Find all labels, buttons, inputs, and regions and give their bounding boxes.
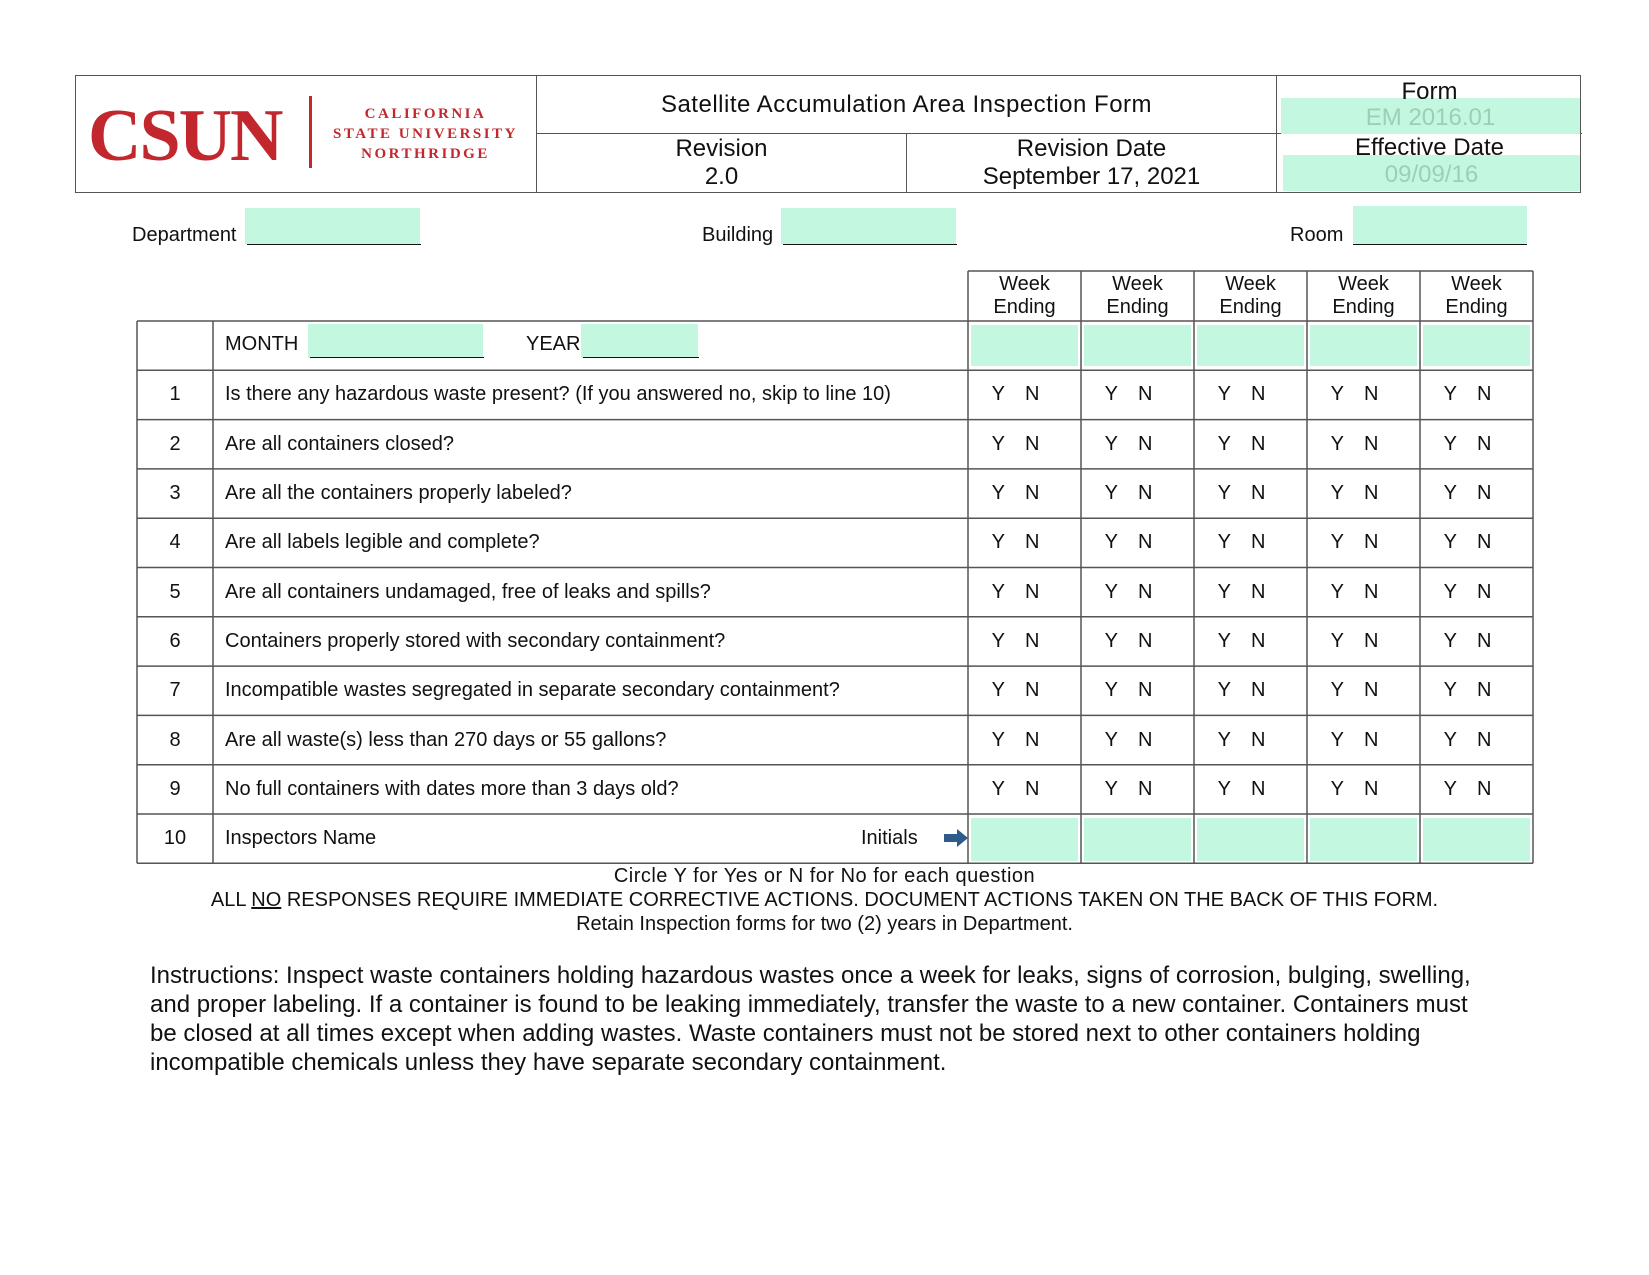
initials-field[interactable]: [971, 818, 1078, 861]
yes-no-answer[interactable]: [1081, 518, 1176, 567]
yes-option[interactable]: Y: [991, 728, 1005, 751]
no-option[interactable]: N: [1476, 432, 1492, 455]
yes-no-answer[interactable]: [1081, 370, 1176, 419]
logo-divider: [309, 96, 312, 168]
room-field[interactable]: [1353, 206, 1527, 244]
department-field[interactable]: [245, 208, 420, 244]
no-option[interactable]: N: [1137, 629, 1153, 652]
yes-option[interactable]: Y: [1443, 580, 1457, 603]
revision-date-value: September 17, 2021: [982, 163, 1201, 190]
no-word: NO: [251, 889, 282, 911]
ending-label: Ending: [1332, 296, 1395, 318]
initials-field[interactable]: [1197, 818, 1304, 861]
no-option[interactable]: N: [1137, 531, 1153, 554]
yes-option[interactable]: Y: [1217, 728, 1231, 751]
yes-no-answer[interactable]: [1081, 469, 1176, 518]
yes-option[interactable]: Y: [1104, 531, 1118, 554]
week-ending-date-field[interactable]: [1423, 325, 1530, 366]
no-option[interactable]: N: [1137, 679, 1153, 702]
month-label: MONTH: [225, 333, 299, 355]
question-text: Incompatible wastes segregated in separate secondary containment?: [225, 679, 840, 702]
yes-no-answer[interactable]: [968, 765, 1063, 814]
week-ending-header: [1420, 271, 1533, 321]
question-number: 6: [169, 629, 181, 652]
yes-option[interactable]: Y: [1217, 580, 1231, 603]
week-ending-header: [1194, 271, 1307, 321]
no-option[interactable]: N: [1137, 777, 1153, 800]
yes-option[interactable]: Y: [1443, 383, 1457, 406]
no-option[interactable]: N: [1250, 432, 1266, 455]
yes-option[interactable]: Y: [1104, 580, 1118, 603]
yes-option[interactable]: Y: [1104, 432, 1118, 455]
yes-no-answer[interactable]: [1420, 715, 1515, 764]
year-label: YEAR: [526, 333, 581, 355]
yes-option[interactable]: Y: [991, 629, 1005, 652]
ending-label: Ending: [1445, 296, 1508, 318]
no-option[interactable]: N: [1363, 580, 1379, 603]
responses-text: RESPONSES REQUIRE IMMEDIATE CORRECTIVE ACTIONS. DOCUMENT ACTIONS TAKEN ON THE BACK OF THIS FORM.: [286, 889, 1439, 911]
yes-no-answer[interactable]: [1081, 715, 1176, 764]
question-text: Are all waste(s) less than 270 days or 55 gallons?: [225, 728, 667, 751]
revision-label: Revision: [675, 135, 768, 162]
logo-line-1: CALIFORNIA: [364, 106, 487, 122]
no-option[interactable]: N: [1137, 383, 1153, 406]
week-label: Week: [999, 273, 1050, 295]
year-field[interactable]: [581, 324, 698, 358]
yes-option[interactable]: Y: [1104, 679, 1118, 702]
yes-option[interactable]: Y: [991, 679, 1005, 702]
yes-no-answer[interactable]: [1420, 568, 1515, 617]
question-number: 9: [169, 777, 181, 800]
form-title: Satellite Accumulation Area Inspection Form: [537, 76, 1277, 134]
yes-option[interactable]: Y: [991, 482, 1005, 505]
yes-option[interactable]: Y: [1443, 728, 1457, 751]
yes-no-answer[interactable]: [1081, 420, 1176, 469]
yes-option[interactable]: Y: [1443, 679, 1457, 702]
yes-no-answer[interactable]: [1194, 370, 1289, 419]
yes-no-answer[interactable]: [1307, 666, 1402, 715]
yes-no-answer[interactable]: [1194, 568, 1289, 617]
yes-option[interactable]: Y: [1330, 432, 1344, 455]
yes-no-answer[interactable]: [1081, 568, 1176, 617]
no-option[interactable]: N: [1137, 728, 1153, 751]
ending-label: Ending: [1106, 296, 1169, 318]
building-field[interactable]: [781, 208, 956, 244]
year-underline: [583, 357, 699, 358]
yes-no-answer[interactable]: [968, 518, 1063, 567]
question-number: 4: [169, 531, 181, 554]
initials-field[interactable]: [1310, 818, 1417, 861]
no-option[interactable]: N: [1363, 531, 1379, 554]
instructions-paragraph: Instructions: Inspect waste containers holding hazardous wastes once a week for leaks, signs of corrosion, bulging, swelling, and proper labeling. If a container is found to be leaking immediately, transfer the waste to a new container. Containers must be closed at all times except when adding wastes. Waste containers must not be stored next to other containers holding incompatible chemicals unless they have separate secondary containment.: [150, 962, 1471, 1076]
yes-option[interactable]: Y: [1443, 482, 1457, 505]
building-label: Building: [702, 224, 774, 246]
yes-no-answer[interactable]: [1194, 765, 1289, 814]
yes-option[interactable]: Y: [1217, 629, 1231, 652]
week-ending-date-field[interactable]: [971, 325, 1078, 366]
room-underline: [1353, 244, 1527, 245]
week-label: Week: [1112, 273, 1163, 295]
yes-no-answer[interactable]: [968, 617, 1063, 666]
yes-no-answer[interactable]: [1420, 370, 1515, 419]
question-number: 8: [169, 728, 181, 751]
form-header: [75, 75, 1581, 193]
yes-no-answer[interactable]: [1307, 469, 1402, 518]
no-option[interactable]: N: [1476, 383, 1492, 406]
no-option[interactable]: N: [1024, 482, 1040, 505]
week-ending-header: [968, 271, 1081, 321]
yes-option[interactable]: Y: [1330, 383, 1344, 406]
question-text: Are all labels legible and complete?: [225, 531, 540, 554]
yes-no-answer[interactable]: [1420, 518, 1515, 567]
yes-no-answer[interactable]: [1194, 420, 1289, 469]
no-option[interactable]: N: [1476, 728, 1492, 751]
no-option[interactable]: N: [1476, 531, 1492, 554]
yes-no-answer[interactable]: [1420, 617, 1515, 666]
yes-no-answer[interactable]: [1420, 765, 1515, 814]
yes-option[interactable]: Y: [1217, 432, 1231, 455]
effective-date-value: 09/09/16: [1384, 161, 1479, 188]
question-number: 5: [169, 580, 181, 603]
no-option[interactable]: N: [1024, 580, 1040, 603]
logo-line-2: STATE UNIVERSITY: [333, 126, 518, 142]
revision-date-cell: [907, 134, 1277, 192]
logo-university-name: [318, 104, 533, 164]
yes-option[interactable]: Y: [991, 432, 1005, 455]
no-option[interactable]: N: [1250, 679, 1266, 702]
no-option[interactable]: N: [1476, 679, 1492, 702]
no-option[interactable]: N: [1024, 629, 1040, 652]
yes-no-answer[interactable]: [1307, 518, 1402, 567]
yes-option[interactable]: Y: [991, 531, 1005, 554]
yes-no-answer[interactable]: [1194, 715, 1289, 764]
week-ending-header: [1081, 271, 1194, 321]
no-option[interactable]: N: [1250, 777, 1266, 800]
yes-option[interactable]: Y: [1104, 728, 1118, 751]
no-option[interactable]: N: [1476, 580, 1492, 603]
yes-option[interactable]: Y: [1330, 531, 1344, 554]
yes-no-answer[interactable]: [1081, 765, 1176, 814]
yes-no-answer[interactable]: [1194, 617, 1289, 666]
no-option[interactable]: N: [1250, 383, 1266, 406]
retention-note: Retain Inspection forms for two (2) years in Department.: [576, 913, 1073, 935]
no-option[interactable]: N: [1024, 383, 1040, 406]
no-option[interactable]: N: [1024, 531, 1040, 554]
yes-option[interactable]: Y: [1104, 482, 1118, 505]
yes-option[interactable]: Y: [1330, 629, 1344, 652]
yes-no-answer[interactable]: [968, 568, 1063, 617]
yes-option[interactable]: Y: [1104, 629, 1118, 652]
initials-label: Initials: [861, 827, 918, 849]
form-number-value: EM 2016.01: [1365, 104, 1496, 131]
yes-option[interactable]: Y: [1443, 531, 1457, 554]
no-option[interactable]: N: [1363, 629, 1379, 652]
question-text: Containers properly stored with secondary containment?: [225, 629, 726, 652]
month-field[interactable]: [308, 324, 483, 358]
yes-option[interactable]: Y: [1330, 482, 1344, 505]
yes-no-answer[interactable]: [1420, 666, 1515, 715]
no-option[interactable]: N: [1250, 629, 1266, 652]
yes-no-answer[interactable]: [1081, 666, 1176, 715]
yes-option[interactable]: Y: [1217, 482, 1231, 505]
no-option[interactable]: N: [1476, 482, 1492, 505]
yes-no-answer[interactable]: [968, 420, 1063, 469]
yes-no-answer[interactable]: [1307, 420, 1402, 469]
no-option[interactable]: N: [1137, 482, 1153, 505]
yes-option[interactable]: Y: [991, 383, 1005, 406]
question-text: No full containers with dates more than 3 days old?: [225, 777, 679, 800]
yes-option[interactable]: Y: [991, 777, 1005, 800]
yes-option[interactable]: Y: [1217, 679, 1231, 702]
week-label: Week: [1451, 273, 1502, 295]
inspectors-name-label: Inspectors Name: [225, 827, 377, 850]
no-option[interactable]: N: [1363, 679, 1379, 702]
no-option[interactable]: N: [1024, 432, 1040, 455]
yes-no-answer[interactable]: [1420, 469, 1515, 518]
yes-option[interactable]: Y: [1217, 383, 1231, 406]
no-option[interactable]: N: [1476, 629, 1492, 652]
yes-no-answer[interactable]: [968, 666, 1063, 715]
revision-cell: [537, 134, 907, 192]
no-option[interactable]: N: [1363, 482, 1379, 505]
yes-no-answer[interactable]: [1081, 617, 1176, 666]
no-option[interactable]: N: [1363, 432, 1379, 455]
effective-date-cell: [1277, 134, 1582, 192]
question-number: 1: [169, 383, 181, 406]
yes-option[interactable]: Y: [1330, 679, 1344, 702]
question-number: 2: [169, 432, 181, 455]
yes-no-answer[interactable]: [1194, 666, 1289, 715]
yes-no-answer[interactable]: [1420, 420, 1515, 469]
no-option[interactable]: N: [1250, 531, 1266, 554]
corrective-actions-note: [0, 889, 1649, 912]
yes-option[interactable]: Y: [1330, 777, 1344, 800]
no-option[interactable]: N: [1137, 432, 1153, 455]
week-ending-date-field[interactable]: [1084, 325, 1191, 366]
yes-no-answer[interactable]: [968, 469, 1063, 518]
no-option[interactable]: N: [1363, 728, 1379, 751]
department-label: Department: [132, 224, 237, 246]
yes-no-answer[interactable]: [1307, 617, 1402, 666]
yes-option[interactable]: Y: [1104, 777, 1118, 800]
csun-logo: [76, 76, 537, 192]
week-ending-header: [1307, 271, 1420, 321]
question-text: Are all containers closed?: [225, 432, 455, 455]
yes-option[interactable]: Y: [1443, 777, 1457, 800]
revision-date-label: Revision Date: [1016, 135, 1167, 162]
no-option[interactable]: N: [1250, 728, 1266, 751]
building-underline: [783, 244, 957, 245]
no-option[interactable]: N: [1363, 383, 1379, 406]
yes-no-answer[interactable]: [1307, 568, 1402, 617]
question-number: 7: [169, 679, 181, 702]
circle-instruction: Circle Y for Yes or N for No for each question: [613, 865, 1036, 887]
no-option[interactable]: N: [1137, 580, 1153, 603]
effective-date-label: Effective Date: [1355, 134, 1504, 161]
no-option[interactable]: N: [1363, 777, 1379, 800]
week-ending-date-field[interactable]: [1310, 325, 1417, 366]
all-word: ALL: [210, 889, 246, 911]
no-option[interactable]: N: [1024, 728, 1040, 751]
yes-option[interactable]: Y: [1443, 629, 1457, 652]
no-option[interactable]: N: [1250, 580, 1266, 603]
yes-option[interactable]: Y: [1217, 531, 1231, 554]
week-label: Week: [1225, 273, 1276, 295]
no-option[interactable]: N: [1024, 777, 1040, 800]
yes-option[interactable]: Y: [1330, 728, 1344, 751]
logo-csun-text: CSUN: [88, 95, 282, 177]
initials-field[interactable]: [1084, 818, 1191, 861]
form-label: Form: [1401, 78, 1458, 105]
yes-option[interactable]: Y: [1330, 580, 1344, 603]
no-option[interactable]: N: [1250, 482, 1266, 505]
ending-label: Ending: [993, 296, 1056, 318]
ending-label: Ending: [1219, 296, 1282, 318]
yes-no-answer[interactable]: [1307, 715, 1402, 764]
yes-option[interactable]: Y: [991, 580, 1005, 603]
yes-no-answer[interactable]: [1307, 370, 1402, 419]
no-option[interactable]: N: [1024, 679, 1040, 702]
no-option[interactable]: N: [1476, 777, 1492, 800]
question-text: Is there any hazardous waste present? (If you answered no, skip to line 10): [225, 383, 891, 406]
department-underline: [247, 244, 421, 245]
revision-value: 2.0: [704, 163, 739, 190]
question-number: 3: [169, 482, 181, 505]
room-label: Room: [1290, 224, 1344, 246]
yes-no-answer[interactable]: [1307, 765, 1402, 814]
form-number-cell: [1277, 76, 1582, 134]
question-text: Are all containers undamaged, free of leaks and spills?: [225, 580, 711, 603]
yes-no-answer[interactable]: [1194, 518, 1289, 567]
yes-option[interactable]: Y: [1104, 383, 1118, 406]
yes-no-answer[interactable]: [968, 370, 1063, 419]
arrow-right-icon: [943, 828, 969, 848]
week-ending-date-field[interactable]: [1197, 325, 1304, 366]
initials-field[interactable]: [1423, 818, 1530, 861]
yes-no-answer[interactable]: [968, 715, 1063, 764]
month-underline: [310, 357, 484, 358]
yes-no-answer[interactable]: [1194, 469, 1289, 518]
yes-option[interactable]: Y: [1217, 777, 1231, 800]
inspector-row-number: 10: [163, 827, 187, 850]
question-text: Are all the containers properly labeled?: [225, 482, 572, 505]
yes-option[interactable]: Y: [1443, 432, 1457, 455]
logo-line-3: NORTHRIDGE: [361, 146, 490, 162]
week-label: Week: [1338, 273, 1389, 295]
